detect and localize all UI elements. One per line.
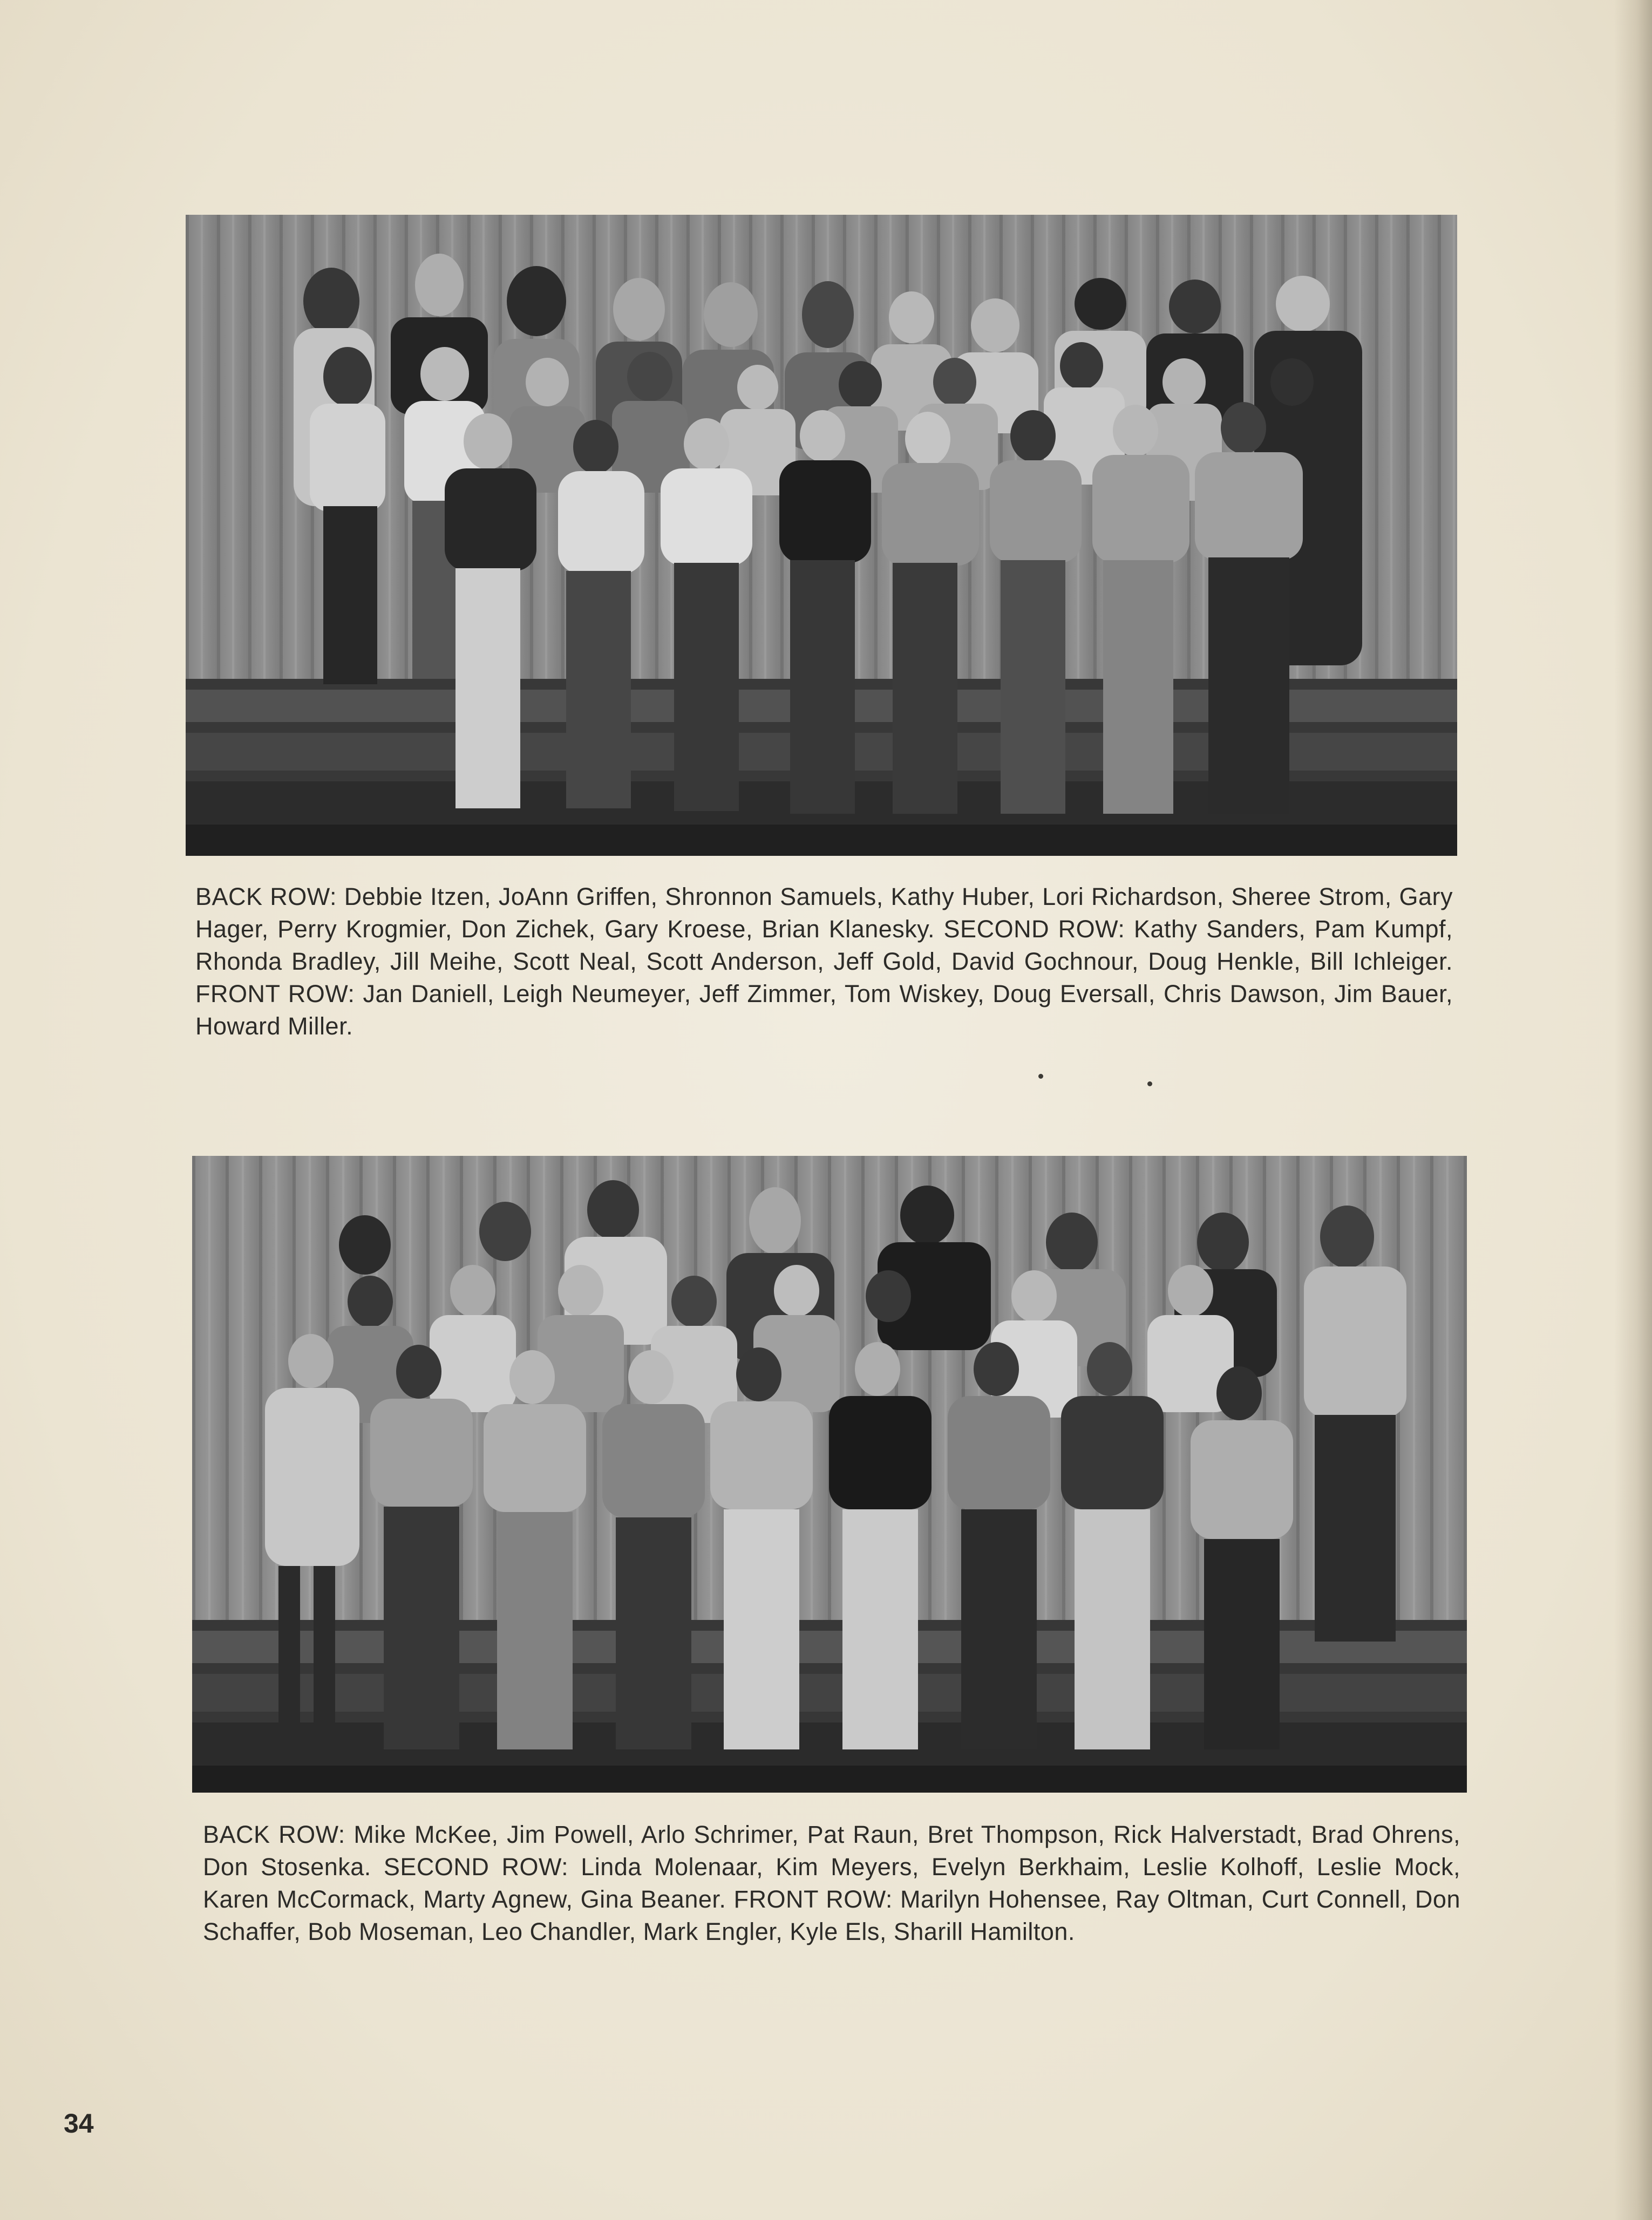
print-speck (1147, 1081, 1152, 1086)
class-photo-1 (186, 215, 1457, 856)
class-photo-2-image (192, 1156, 1467, 1793)
print-speck (1038, 1074, 1043, 1079)
photo-2-caption: BACK ROW: Mike McKee, Jim Powell, Arlo Schrimer, Pat Raun, Bret Thompson, Rick Halverstadt, Brad Ohrens, Don Stosenka. SECOND ROW: Linda Molenaar, Kim Meyers, Evelyn Berkhaim, Leslie Kolhoff, Leslie Mock, Karen McCormack, Marty Agnew, Gina Beaner. FRONT ROW: Marilyn Hohensee, Ray Oltman, Curt Connell, Don Schaffer, Bob Moseman, Leo Chandler, Mark Engler, Kyle Els, Sharill Hamilton. (203, 1821, 1460, 1945)
page-number: 34 (64, 2108, 94, 2139)
photo-1-caption: BACK ROW: Debbie Itzen, JoAnn Griffen, Shronnon Samuels, Kathy Huber, Lori Richardson, Sheree Strom, Gary Hager, Perry Krogmier, Don Zichek, Gary Kroese, Brian Klanesky. SECOND ROW: Kathy Sanders, Pam Kumpf, Rhonda Bradley, Jill Meihe, Scott Neal, Scott Anderson, Jeff Gold, David Gochnour, Doug Henkle, Bill Ichleiger. FRONT ROW: Jan Daniell, Leigh Neumeyer, Jeff Zimmer, Tom Wiskey, Doug Eversall, Chris Dawson, Jim Bauer, Howard Miller. (195, 883, 1453, 1040)
binding-shadow (1614, 0, 1652, 2220)
class-photo-2 (192, 1156, 1467, 1793)
class-photo-1-image (186, 215, 1457, 856)
